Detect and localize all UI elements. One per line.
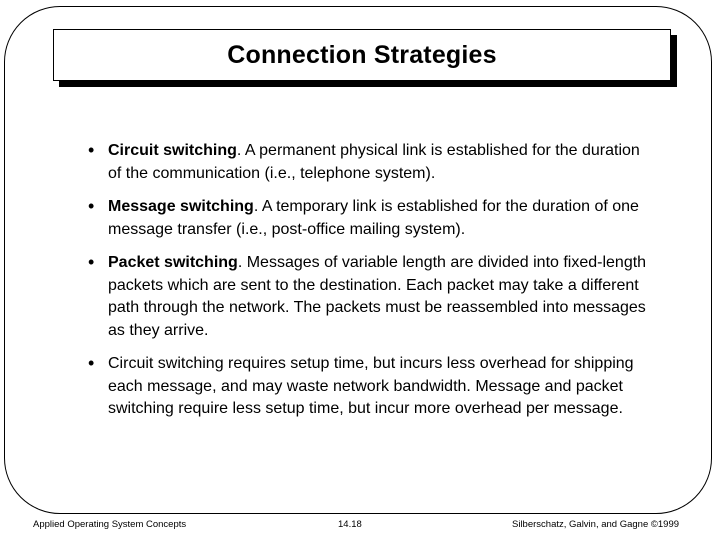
bullet-item — [87, 140, 647, 185]
bullet-dot: • — [88, 252, 95, 272]
footer-course: Applied Operating System Concepts — [33, 519, 187, 530]
slide-title: Connection Strategies — [227, 40, 497, 69]
footer-copyright: Silberschatz, Galvin, and Gagne ©1999 — [512, 519, 680, 530]
footer-page-number: 14.18 — [338, 519, 362, 530]
bullet-item — [87, 353, 647, 421]
bullet-text: . A temporary link is established for the duration of one message transfer (i.e., post-office mailing system). — [108, 198, 639, 238]
title-box — [53, 29, 671, 81]
bullet-term: Message switching — [108, 198, 254, 215]
bullet-dot: • — [88, 353, 95, 373]
bullet-item — [87, 252, 647, 342]
bullet-term: Packet switching — [108, 254, 238, 271]
bullet-item — [87, 196, 647, 241]
bullet-list — [87, 140, 647, 421]
bullet-dot: • — [88, 140, 95, 160]
bullet-term: Circuit switching — [108, 142, 237, 159]
bullet-text: Circuit switching requires setup time, but incurs less overhead for shipping each message, and may waste network bandwidth. Message and packet switching require less setup time, but incur more overhead per message. — [108, 355, 634, 417]
bullet-text: . A permanent physical link is established for the duration of the communication (i.e., telephone system). — [108, 142, 640, 182]
bullet-text: . Messages of variable length are divided into fixed-length packets which are sent to the destination. Each packet may take a different path through the network. The packets must be reassembled into messages as they arrive. — [108, 254, 647, 339]
bullet-dot: • — [88, 196, 95, 216]
